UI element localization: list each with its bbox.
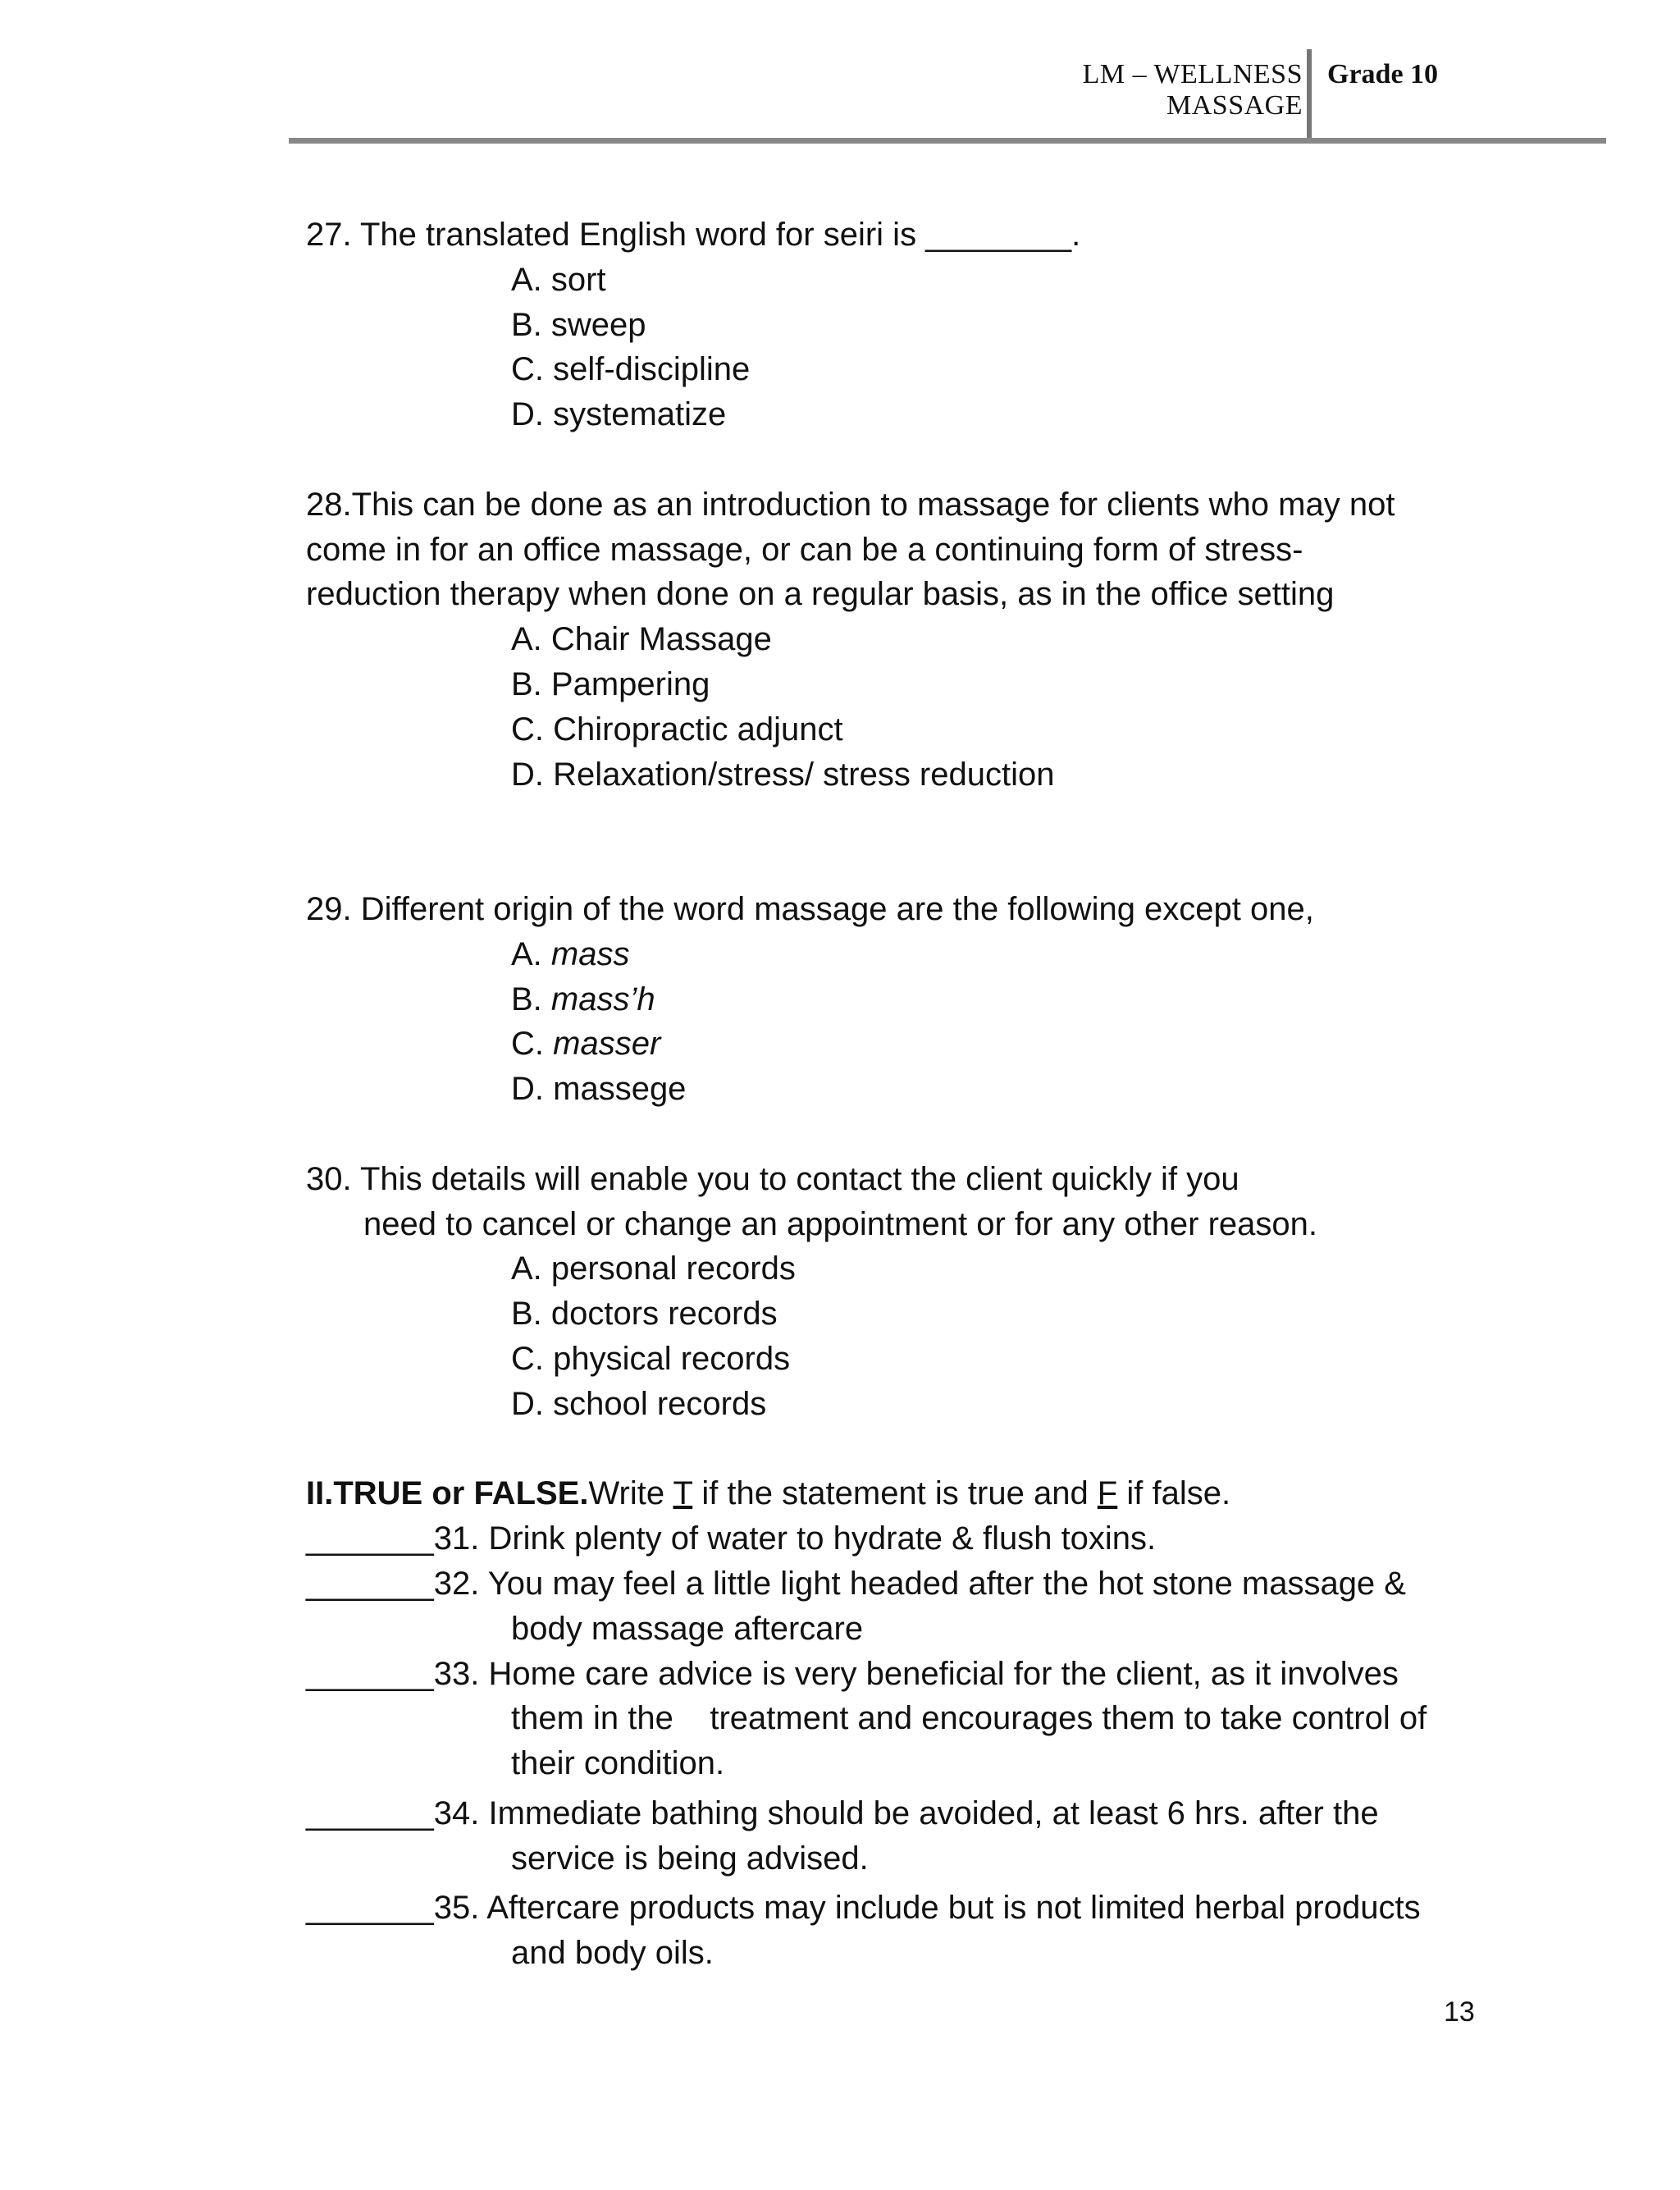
option-b: B. Pampering [511, 665, 710, 702]
question-27 [306, 213, 1487, 437]
question-number: 30. [306, 1160, 352, 1197]
question-stem [306, 213, 1487, 258]
option-b: B. sweep [511, 306, 646, 343]
header-rule [289, 138, 1606, 144]
question-30 [306, 1157, 1487, 1427]
option-c: C. physical records [511, 1340, 791, 1377]
question-text: reduction therapy when done on a regular basis, as in the office setting [306, 576, 1335, 613]
option-d: D. massege [511, 1071, 687, 1108]
answer-blank[interactable]: _______ [306, 1655, 434, 1692]
option-a: A. personal records [511, 1250, 796, 1287]
tf-statement: _______32. You may feel a little light headed after the hot stone massage & [306, 1565, 1406, 1602]
option-d: D. Relaxation/stress/ stress reduction [511, 756, 1055, 793]
tf-statement: _______35. Aftercare products may include but is not limited herbal products [306, 1890, 1421, 1927]
tf-statement: _______33. Home care advice is very beneficial for the client, as it involves [306, 1655, 1399, 1692]
tf-item-32 [306, 1561, 1487, 1652]
tf-statement-continued: and body oils. [511, 1935, 714, 1972]
tf-statement: _______34. Immediate bathing should be avoided, at least 6 hrs. after the [306, 1795, 1379, 1831]
option-a: A. Chair Massage [511, 621, 772, 658]
tf-statement: _______31. Drink plenty of water to hydrate & flush toxins. [306, 1520, 1157, 1557]
answer-blank[interactable]: _______ [306, 1520, 434, 1557]
question-29 [306, 887, 1487, 1112]
option-b: B. mass’h [511, 981, 655, 1017]
tf-item-31 [306, 1516, 1487, 1561]
tf-item-34 [306, 1791, 1487, 1881]
question-number: 29. [306, 890, 352, 927]
answer-blank[interactable]: _______ [306, 1795, 434, 1831]
option-c: C. masser [511, 1026, 661, 1063]
option-a: A. mass [511, 935, 630, 972]
question-stem [306, 887, 1487, 932]
grade-label: Grade 10 [1327, 59, 1439, 89]
tf-item-35 [306, 1886, 1487, 1976]
option-c: C. Chiropractic adjunct [511, 711, 843, 748]
page-number: 13 [1444, 1996, 1475, 2028]
question-text: This details will enable you to contact the client quickly if you [351, 1160, 1239, 1197]
page-content [306, 213, 1487, 1976]
tf-statement-continued: service is being advised. [511, 1840, 869, 1877]
question-text: Different origin of the word massage are the following except one, [351, 890, 1314, 927]
tf-statement-continued: body massage aftercare [511, 1610, 864, 1647]
question-28 [306, 482, 1487, 798]
option-d: D. school records [511, 1385, 767, 1422]
tf-statement-continued: their condition. [511, 1745, 725, 1782]
tf-item-33 [306, 1652, 1487, 1786]
question-number: 28. [306, 486, 352, 523]
tf-statement-continued: them in the treatment and encourages them to take control of [511, 1700, 1427, 1737]
option-a: A. sort [511, 261, 606, 298]
section-instruction: II.TRUE or FALSE.Write T if the statement is true and F if false. [306, 1475, 1231, 1512]
question-text: need to cancel or change an appointment or for any other reason. [363, 1205, 1317, 1242]
question-text: This can be done as an introduction to massage for clients who may not [351, 486, 1395, 523]
question-stem [306, 482, 1487, 528]
question-stem [306, 1157, 1487, 1202]
true-false-section [306, 1471, 1487, 1976]
module-title: LM – WELLNESS MASSAGE [1082, 59, 1303, 121]
header-divider [1307, 49, 1312, 139]
question-text: The translated English word for seiri is ________. [351, 217, 1081, 253]
option-c: C. self-discipline [511, 351, 751, 388]
question-number: 27. [306, 217, 352, 253]
option-d: D. systematize [511, 396, 727, 433]
question-text: come in for an office massage, or can be a continuing form of stress- [306, 531, 1303, 568]
section-heading: II.TRUE or FALSE. [306, 1475, 589, 1512]
answer-blank[interactable]: _______ [306, 1565, 434, 1602]
answer-blank[interactable]: _______ [306, 1890, 434, 1927]
option-b: B. doctors records [511, 1296, 778, 1333]
